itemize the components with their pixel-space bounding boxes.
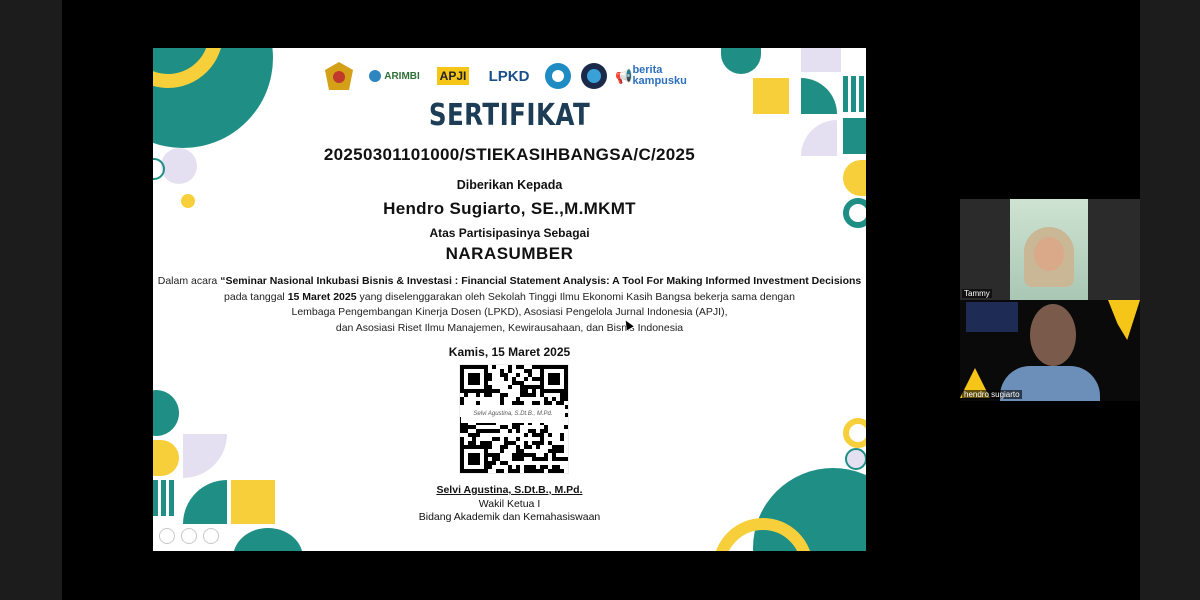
deco-block-teal-tr [721, 48, 761, 74]
crest-icon [322, 60, 356, 92]
certificate-number: 20250301101000/STIEKASIHBANGSA/C/2025 [323, 145, 696, 164]
slideshow-controls[interactable] [159, 528, 219, 544]
bg-banner [966, 302, 1018, 332]
deco-grid-tr [843, 76, 865, 112]
partner-logos [321, 58, 699, 94]
recipient-role: NARASUMBER [445, 244, 574, 263]
ippri-emblem-icon [544, 62, 572, 90]
logo-ippri [543, 61, 573, 91]
event-line-2-suffix: yang diselenggarakan oleh Sekolah Tinggi Ilmu Ekonomi Kasih Bangsa bekerja sama dengan [356, 290, 795, 303]
signer-title: Wakil Ketua I [478, 498, 541, 510]
deco-teal-bl3 [233, 528, 303, 551]
logo-lpkd [481, 61, 537, 91]
recipient-name: Hendro Sugiarto, SE.,M.MKMT [383, 199, 636, 218]
right-letterbox [1140, 0, 1200, 600]
deco-circle-br [845, 448, 866, 470]
deco-block-teal-tr2 [801, 78, 837, 114]
participant-video-tammy[interactable] [960, 199, 1140, 300]
deco-yellow-bl [153, 440, 179, 476]
given-to-label: Diberikan Kepada [456, 178, 563, 192]
event-line-2 [153, 290, 866, 306]
event-line-4: dan Asosiasi Riset Ilmu Manajemen, Kewirausahaan, dan Bisnis Indonesia [335, 321, 684, 334]
deco-lavender-bl [183, 434, 227, 478]
more-options-icon[interactable] [203, 528, 219, 544]
qr-signature-overlay [461, 405, 565, 423]
participation-label: Atas Partisipasinya Sebagai [429, 226, 590, 240]
participant-name-hendro: hendro sugiarto [964, 390, 1020, 399]
participant-name-tammy: Tammy [964, 289, 990, 298]
participant-video-hendro[interactable] [960, 300, 1140, 401]
signer-name: Selvi Agustina, S.Dt.B., M.Pd. [436, 484, 583, 496]
event-name: “Seminar Nasional Inkubasi Bisnis & Investasi : Financial Statement Analysis: A Tool For Making Informed Investment Decisions [220, 275, 862, 287]
event-line-3: Lembaga Pengembangan Kinerja Dosen (LPKD), Asosiasi Pengelola Jurnal Indonesia (APJI), [291, 306, 728, 318]
prev-slide-icon[interactable] [159, 528, 175, 544]
left-letterbox [0, 0, 62, 600]
deco-arc-br [843, 418, 866, 448]
certificate-slide [153, 48, 866, 551]
deco-block-lavender-tr [801, 48, 841, 72]
event-line-2-prefix: pada tanggal [224, 290, 288, 303]
next-slide-icon[interactable] [181, 528, 197, 544]
logo-arimbi [363, 61, 425, 91]
logo-berita-kampusku [615, 61, 699, 91]
globe-icon [368, 69, 382, 83]
event-line-1-prefix: Dalam acara [157, 275, 221, 287]
qr-signature-text: Selvi Agustina, S.Dt.B., M.Pd. [473, 411, 553, 417]
person-head [1030, 304, 1076, 366]
association-emblem-icon [580, 62, 608, 90]
deco-teal-bl [153, 390, 179, 436]
event-date: 15 Maret 2025 [287, 290, 357, 303]
person-face [1034, 237, 1064, 271]
logo-aromi [579, 61, 609, 91]
logo-arimbi-text: ARIMBI [384, 70, 420, 82]
event-line-1 [153, 274, 866, 290]
signer-department: Bidang Akademik dan Kemahasiswaan [418, 511, 601, 523]
logo-berita-text: berita kampusku [632, 64, 687, 87]
megaphone-icon: 📢 [615, 67, 633, 84]
logo-stie-kasih-bangsa [321, 61, 357, 91]
certificate-title: SERTIFIKAT [428, 98, 591, 133]
event-description [153, 274, 866, 336]
logo-apji [431, 61, 475, 91]
certificate-date: Kamis, 15 Maret 2025 [448, 345, 571, 359]
logo-apji-text: APJI [437, 67, 470, 85]
logo-lpkd-text: LPKD [488, 67, 530, 85]
